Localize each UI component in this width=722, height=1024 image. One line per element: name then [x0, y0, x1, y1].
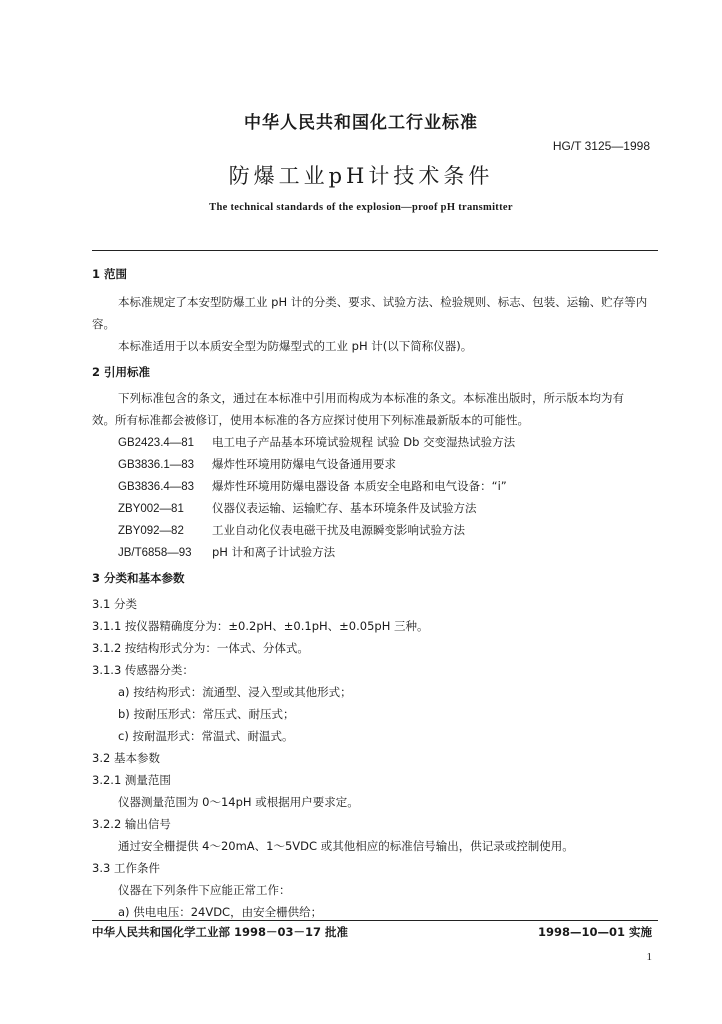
reference-title: 爆炸性环境用防爆电气设备通用要求	[212, 457, 396, 471]
reference-code: GB2423.4—81	[118, 437, 195, 449]
document-title-english: The technical standards of the explosion—proof pH transmitter	[209, 202, 513, 213]
page-number: 1	[646, 951, 652, 963]
section-1-heading: 1 范围	[92, 267, 128, 281]
footer-divider	[92, 920, 658, 921]
reference-title: 电工电子产品基本环境试验规程 试验 Db 交变湿热试验方法	[212, 435, 516, 449]
clause-3-1-2: 3.1.2 按结构形式分为：一体式、分体式。	[92, 641, 309, 655]
reference-standard-row	[118, 500, 477, 516]
reference-code: JB/T6858—93	[118, 547, 192, 559]
clause-3-1-3: 3.1.3 传感器分类：	[92, 663, 194, 677]
reference-standard-row	[118, 456, 396, 472]
section-2-heading: 2 引用标准	[92, 365, 151, 379]
reference-code: ZBY002—81	[118, 503, 184, 515]
approval-note: 中华人民共和国化学工业部 1998－03－17 批准	[92, 925, 349, 939]
section-2-paragraph-cont: 效。所有标准都会被修订，使用本标准的各方应探讨使用下列标准最新版本的可能性。	[92, 413, 529, 427]
reference-standard-row	[118, 544, 335, 560]
document-title: 防爆工业pH计技术条件	[228, 164, 494, 188]
clause-3-1-3-item-a: a) 按结构形式：流通型、浸入型或其他形式；	[118, 685, 352, 699]
clause-3-2-2-text: 通过安全栅提供 4～20mA、1～5VDC 或其他相应的标准信号输出，供记录或控制使用。	[118, 839, 574, 853]
subsection-3-3-text: 仪器在下列条件下应能正常工作：	[118, 883, 291, 897]
clause-3-1-1: 3.1.1 按仪器精确度分为：±0.2pH、±0.1pH、±0.05pH 三种。	[92, 619, 429, 633]
subsection-3-3: 3.3 工作条件	[92, 861, 160, 875]
clause-3-2-2: 3.2.2 输出信号	[92, 817, 171, 831]
reference-title: pH 计和离子计试验方法	[212, 545, 336, 559]
subsection-3-2: 3.2 基本参数	[92, 751, 160, 765]
reference-code: GB3836.4—83	[118, 481, 195, 493]
reference-standard-row	[118, 434, 515, 450]
issuing-organization: 中华人民共和国化工行业标准	[244, 113, 478, 133]
reference-title: 仪器仪表运输、运输贮存、基本环境条件及试验方法	[212, 501, 477, 515]
section-2-paragraph: 下列标准包含的条文，通过在本标准中引用而构成为本标准的条文。本标准出版时，所示版本均为有	[118, 391, 624, 405]
reference-code: ZBY092—82	[118, 525, 184, 537]
reference-title: 工业自动化仪表电磁干扰及电源瞬变影响试验方法	[212, 523, 465, 537]
standard-code: HG/T 3125—1998	[552, 139, 650, 153]
reference-standard-row	[118, 478, 507, 494]
subsection-3-1: 3.1 分类	[92, 597, 137, 611]
clause-3-2-1-text: 仪器测量范围为 0～14pH 或根据用户要求定。	[118, 795, 359, 809]
header-divider	[92, 250, 658, 251]
reference-standard-row	[118, 522, 465, 538]
section-3-heading: 3 分类和基本参数	[92, 571, 185, 585]
section-1-paragraph-1: 本标准规定了本安型防爆工业 pH 计的分类、要求、试验方法、检验规则、标志、包装、运输、贮存等内	[118, 295, 648, 309]
section-1-paragraph-2: 本标准适用于以本质安全型为防爆型式的工业 pH 计(以下简称仪器)。	[118, 339, 473, 353]
reference-code: GB3836.1—83	[118, 459, 195, 471]
section-1-paragraph-1-cont: 容。	[92, 317, 115, 331]
subsection-3-3-item-a: a) 供电电压：24VDC，由安全栅供给；	[118, 905, 323, 919]
clause-3-1-3-item-b: b) 按耐压形式：常压式、耐压式；	[118, 707, 295, 721]
reference-title: 爆炸性环境用防爆电器设备 本质安全电路和电气设备：“i”	[212, 479, 507, 493]
clause-3-1-3-item-c: c) 按耐温形式：常温式、耐温式。	[118, 729, 294, 743]
implementation-date: 1998—10—01 实施	[537, 925, 652, 939]
clause-3-2-1: 3.2.1 测量范围	[92, 773, 171, 787]
